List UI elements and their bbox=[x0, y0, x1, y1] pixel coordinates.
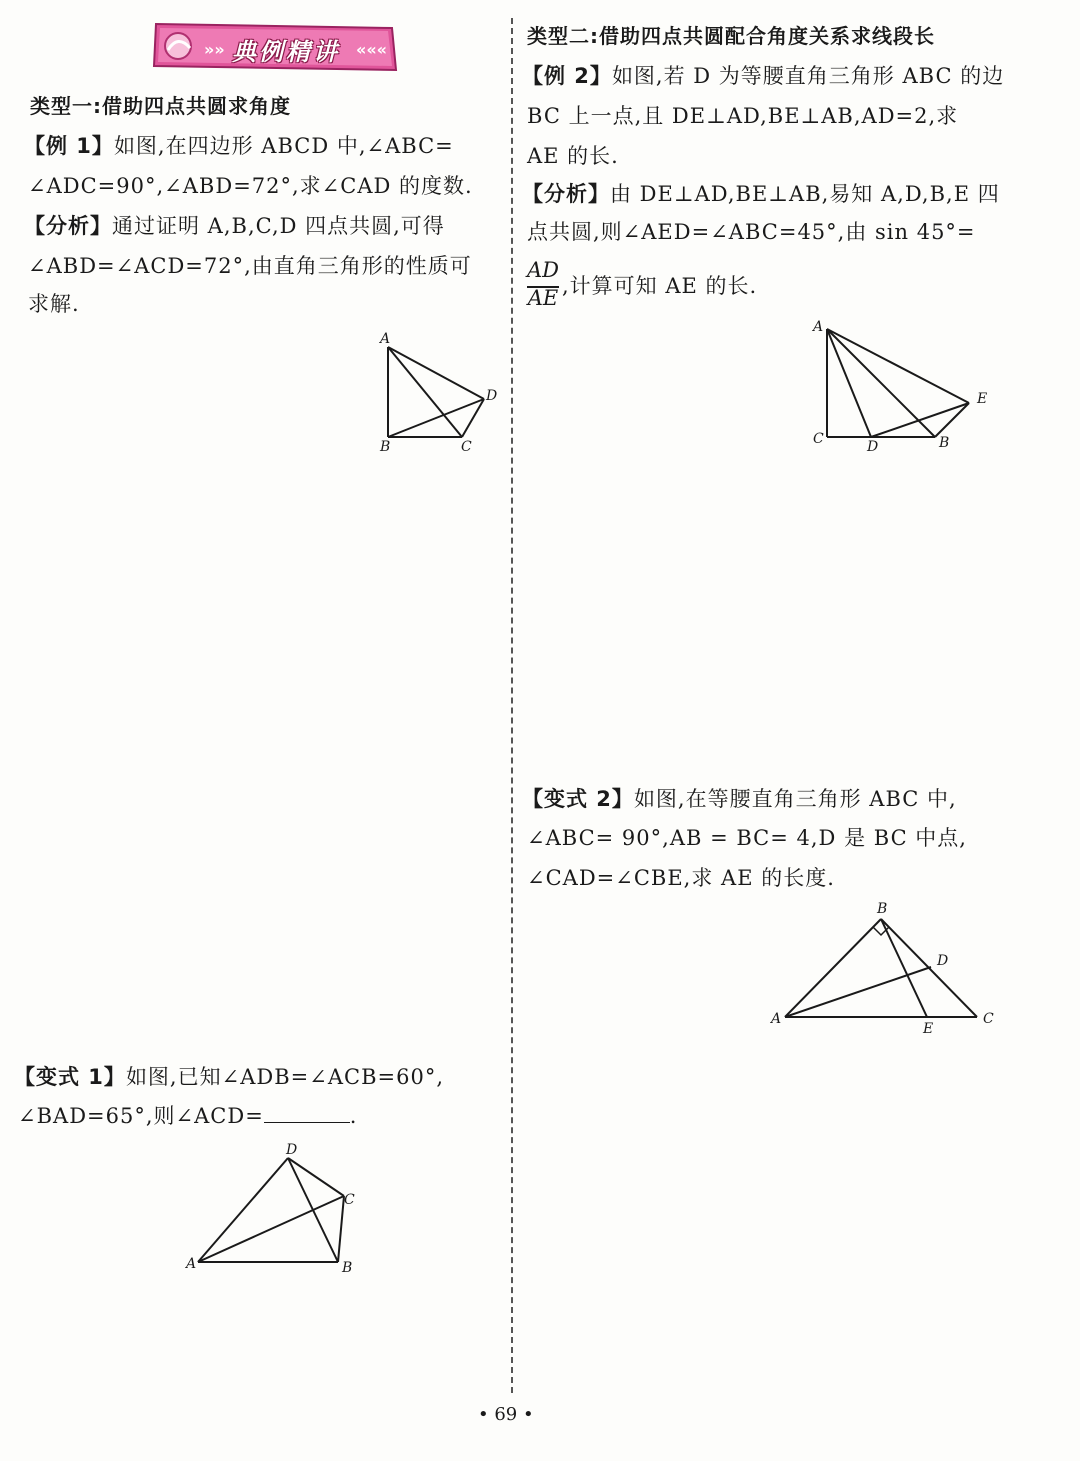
fig1-label-a: A bbox=[380, 331, 391, 347]
example2-label: 【例 2】 bbox=[522, 64, 612, 88]
analysis2-text1: 由 DE⊥AD,BE⊥AB,易知 A,D,B,E 四 bbox=[610, 182, 1000, 206]
analysis2-line3: ,计算可知 AE 的长. bbox=[562, 274, 758, 298]
fig1-label-b: B bbox=[380, 439, 391, 455]
fig4-label-a: A bbox=[771, 1011, 782, 1027]
analysis1-line3: 求解. bbox=[28, 292, 80, 316]
variant2-line2: ∠ABC= 90°,AB = BC= 4,D 是 BC 中点, bbox=[527, 826, 967, 850]
example1-line2: ∠ADC=90°,∠ABD=72°,求∠CAD 的度数. bbox=[28, 174, 473, 198]
variant1-label: 【变式 1】 bbox=[14, 1065, 126, 1089]
type1-heading: 类型一:借助四点共圆求角度 bbox=[30, 94, 291, 118]
variant2-line3: ∠CAD=∠CBE,求 AE 的长度. bbox=[527, 866, 835, 890]
answer-blank[interactable] bbox=[264, 1102, 350, 1123]
analysis1-text1: 通过证明 A,B,C,D 四点共圆,可得 bbox=[112, 214, 445, 238]
variant1-line2 bbox=[18, 1100, 357, 1130]
fraction-denominator: AE bbox=[527, 286, 559, 310]
page-number: • 69 • bbox=[478, 1404, 534, 1425]
fig2-label-e: E bbox=[977, 391, 988, 407]
example1-text1: 如图,在四边形 ABCD 中,∠ABC= bbox=[113, 134, 454, 158]
fig3-label-d: D bbox=[286, 1142, 298, 1158]
analysis2-line1 bbox=[522, 178, 1000, 208]
analysis1-line1 bbox=[24, 210, 445, 240]
analysis2-label: 【分析】 bbox=[522, 182, 610, 206]
example1-line1 bbox=[24, 130, 454, 160]
example2-line1 bbox=[522, 60, 1004, 90]
variant2-line1 bbox=[522, 783, 957, 813]
variant1-text1: 如图,已知∠ADB=∠ACB=60°, bbox=[125, 1065, 444, 1089]
column-divider bbox=[511, 18, 513, 1393]
fig3-label-c: C bbox=[344, 1192, 355, 1208]
fraction-numerator: AD bbox=[526, 258, 559, 282]
figure-example2 bbox=[805, 315, 1005, 455]
example2-line2: BC 上一点,且 DE⊥AD,BE⊥AB,AD=2,求 bbox=[527, 104, 959, 128]
variant2-label: 【变式 2】 bbox=[522, 787, 634, 811]
example2-text1: 如图,若 D 为等腰直角三角形 ABC 的边 bbox=[611, 64, 1005, 88]
fig4-label-d: D bbox=[937, 953, 949, 969]
fig3-label-b: B bbox=[342, 1260, 353, 1276]
fig4-label-c: C bbox=[983, 1011, 994, 1027]
fig1-label-c: C bbox=[461, 439, 472, 455]
fig2-label-d: D bbox=[867, 439, 879, 455]
fig1-label-d: D bbox=[486, 388, 498, 404]
figure-variant2 bbox=[765, 895, 1005, 1040]
example1-label: 【例 1】 bbox=[24, 134, 114, 158]
analysis2-line2: 点共圆,则∠AED=∠ABC=45°,由 sin 45°= bbox=[527, 220, 976, 244]
fig4-label-b: B bbox=[877, 901, 888, 917]
banner-title: 典例精讲 bbox=[232, 38, 340, 66]
banner-chevrons-left: »» bbox=[204, 40, 225, 59]
variant1-text2: ∠BAD=65°,则∠ACD= bbox=[18, 1104, 264, 1128]
analysis1-line2: ∠ABD=∠ACD=72°,由直角三角形的性质可 bbox=[28, 254, 472, 278]
variant1-line1 bbox=[14, 1061, 444, 1091]
variant1-period: . bbox=[349, 1104, 358, 1128]
banner-chevrons-right: ««« bbox=[356, 40, 388, 59]
example2-line3: AE 的长. bbox=[527, 144, 619, 168]
fig2-label-c: C bbox=[813, 431, 824, 447]
fig2-label-a: A bbox=[813, 319, 824, 335]
fig4-label-e: E bbox=[923, 1021, 934, 1037]
figure-variant1 bbox=[180, 1140, 370, 1280]
fig3-label-a: A bbox=[186, 1256, 197, 1272]
fig2-label-b: B bbox=[939, 435, 950, 451]
analysis1-label: 【分析】 bbox=[24, 214, 112, 238]
figure-example1 bbox=[370, 325, 510, 460]
type2-heading: 类型二:借助四点共圆配合角度关系求线段长 bbox=[527, 24, 935, 48]
variant2-text1: 如图,在等腰直角三角形 ABC 中, bbox=[633, 787, 957, 811]
